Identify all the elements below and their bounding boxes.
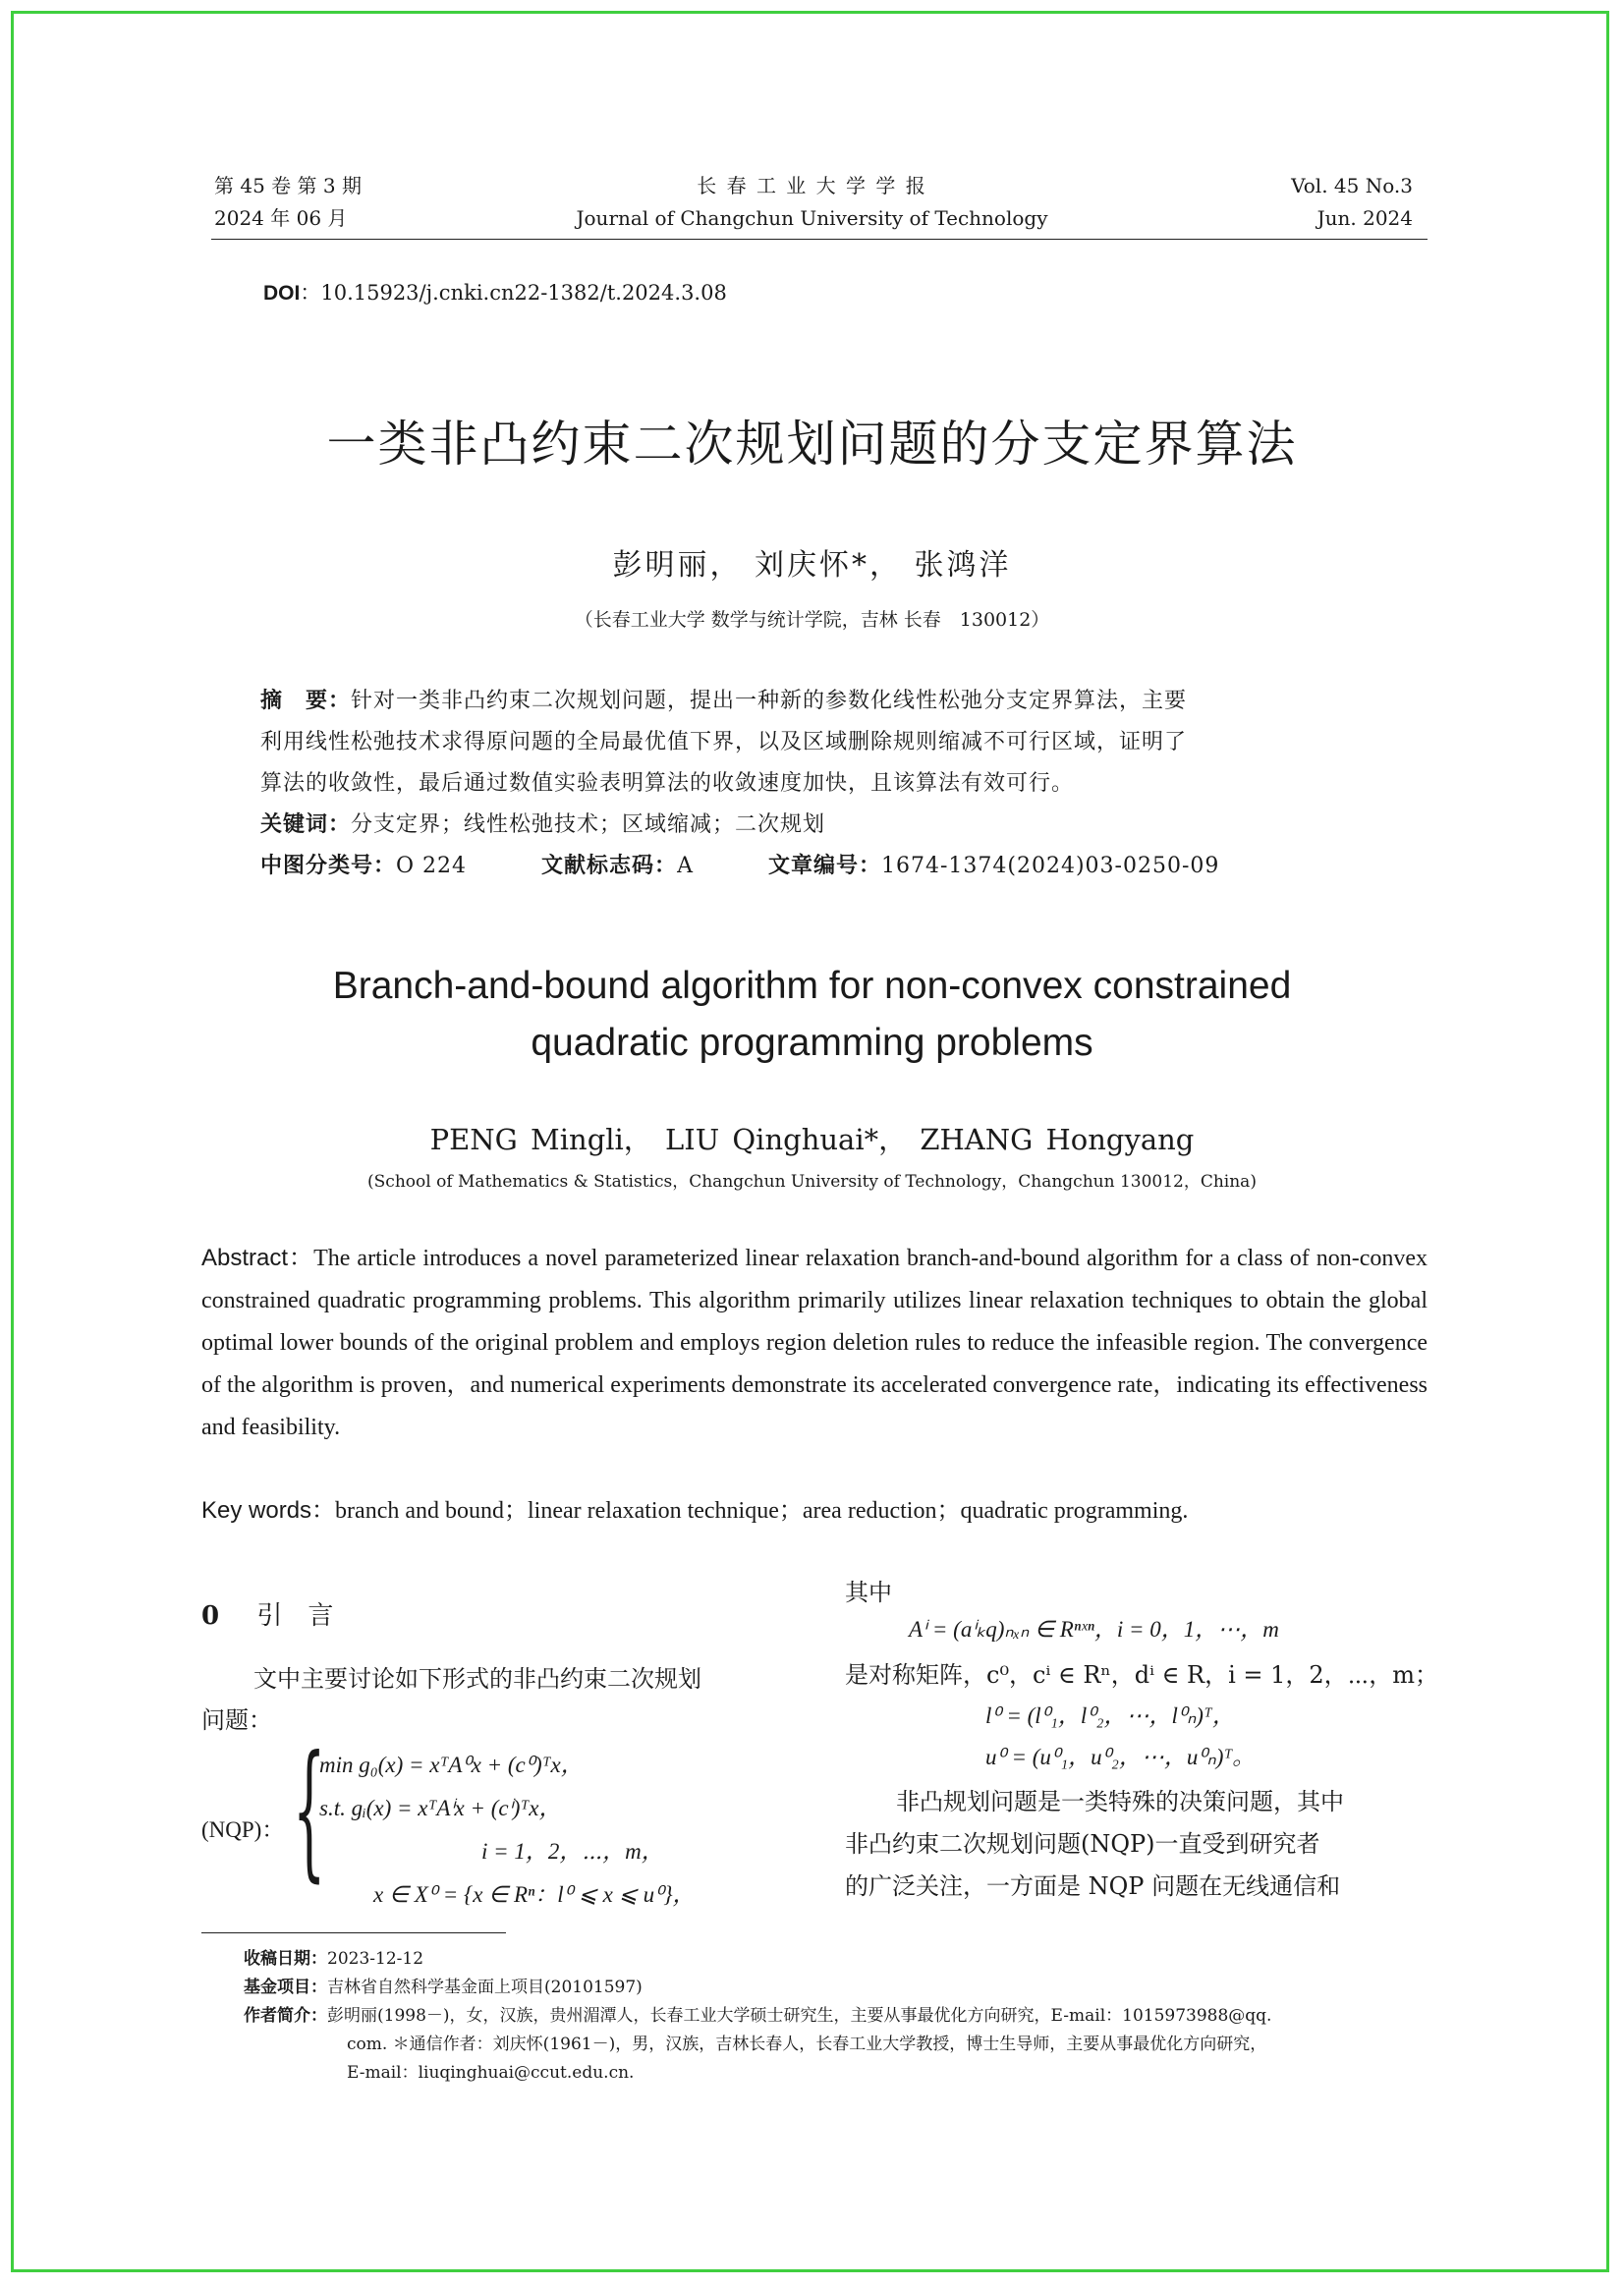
volume-en: Vol. 45 No.3 (1291, 174, 1413, 197)
qizhong: 其中 (845, 1579, 892, 1606)
doc-code: A (677, 854, 694, 878)
title-en-line1: Branch-and-bound algorithm for non-convex constrained (332, 965, 1292, 1007)
abstract-en-text: The article introduces a novel parameterized linear relaxation branch-and-bound algorithm for a class of non-convex constrained quadratic programming problems. This algorithm primarily utilizes linear relaxation techniques to obtain the global optimal lower bounds of the original problem and employs region deletion rules to reduce the infeasible region. The convergence of the algorithm is proven，and numerical experiments demonstrate its accelerated convergence rate，indicating its effectiveness and feasibility. (201, 1246, 1428, 1440)
title-en (0, 958, 1624, 1072)
received-label: 收稿日期： (244, 1949, 327, 1969)
affiliation-en: (School of Mathematics & Statistics，Changchun University of Technology，Changchun 130012，China) (367, 1172, 1257, 1192)
month-en: Jun. 2024 (1316, 206, 1413, 230)
title-cn: 一类非凸约束二次规划问题的分支定界算法 (326, 416, 1298, 473)
symmetric-line: 是对称矩阵，c⁰，cⁱ ∈ Rⁿ，dⁱ ∈ R，i = 1，2，⋯，m； (845, 1661, 1439, 1689)
abstract-cn (260, 681, 1371, 887)
doc-code-label: 文献标志码： (541, 854, 678, 878)
fund-label: 基金项目： (244, 1978, 327, 1997)
author-bio-line3: E-mail：liuqinghuai@ccut.edu.cn. (347, 2063, 635, 2083)
abstract-cn-line3: 算法的收敛性，最后通过数值实验表明算法的收敛速度加快，且该算法有效可行。 (260, 771, 1075, 796)
upper-bound-vector: u⁰ = (u⁰₁，u⁰₂，⋯，u⁰ₙ)ᵀ。 (985, 1745, 1256, 1769)
doi-value: ：10.15923/j.cnki.cn22-1382/t.2024.3.08 (300, 281, 727, 305)
footnotes (244, 1945, 1432, 2088)
keywords-en-label: Key words： (201, 1497, 336, 1524)
received-date: 2023-12-12 (327, 1949, 424, 1969)
intro-para-line1: 文中主要讨论如下形式的非凸约束二次规划 (253, 1665, 701, 1693)
authors-en: PENG Mingli， LIU Qinghuai*， ZHANG Hongyang (429, 1123, 1195, 1156)
abstract-cn-line2: 利用线性松弛技术求得原问题的全局最优值下界，以及区域删除规则缩减不可行区域，证明了 (260, 730, 1188, 754)
fund-text: 吉林省自然科学基金面上项目(20101597) (327, 1978, 643, 1997)
title-en-line2: quadratic programming problems (531, 1022, 1093, 1064)
right-para-line2: 非凸约束二次规划问题(NQP)一直受到研究者 (845, 1830, 1320, 1858)
doi-label: DOI (263, 282, 301, 305)
keywords-cn: 分支定界；线性松弛技术；区域缩减；二次规划 (351, 812, 826, 837)
nqp-label: (NQP)： (201, 1817, 285, 1842)
constraint-equation: s.t. gᵢ(x) = xᵀAⁱx + (cⁱ)ᵀx， (319, 1796, 562, 1820)
keywords-cn-label: 关键词： (260, 812, 352, 837)
journal-title-en: Journal of Changchun University of Technology (576, 206, 1048, 230)
article-number-label: 文章编号： (767, 854, 881, 878)
feasible-box: x ∈ X⁰ = {x ∈ Rⁿ：l⁰ ⩽ x ⩽ u⁰}， (373, 1882, 696, 1907)
section-number: 0 (201, 1601, 220, 1631)
author-bio-line1: 彭明丽(1998－)，女，汉族，贵州湄潭人，长春工业大学硕士研究生，主要从事最优化方向研究，E-mail：1015973988@qq. (327, 2006, 1272, 2026)
matrix-definition: Aⁱ = (aⁱₖq)ₙₓₙ ∈ Rⁿˣⁿ，i = 0，1，⋯，m (909, 1617, 1279, 1642)
authors-cn: 彭明丽， 刘庆怀*， 张鸿洋 (612, 548, 1012, 583)
abstract-cn-line1: 针对一类非凸约束二次规划问题，提出一种新的参数化线性松弛分支定界算法，主要 (351, 689, 1188, 713)
system-brace: { (293, 1725, 326, 1896)
keywords-en-line (201, 1489, 1428, 1533)
keywords-en: branch and bound；linear relaxation technique；area reduction；quadratic programming. (335, 1498, 1189, 1524)
abstract-en (201, 1237, 1428, 1449)
objective-equation: min g₀(x) = xᵀA⁰x + (c⁰)ᵀx， (319, 1753, 584, 1777)
author-bio-label: 作者简介： (244, 2006, 327, 2026)
abstract-en-label: Abstract： (201, 1245, 314, 1271)
journal-title-cn: 长 春 工 业 大 学 学 报 (697, 174, 927, 197)
affiliation-cn: （长春工业大学 数学与统计学院，吉林 长春 130012） (574, 609, 1050, 631)
right-para-line3: 的广泛关注，一方面是 NQP 问题在无线通信和 (845, 1872, 1341, 1900)
classification-line (260, 846, 1371, 887)
volume-issue: 第 45 卷 第 3 期 (214, 174, 362, 197)
author-bio-line2: com. ＊通信作者：刘庆怀(1961－)，男，汉族，吉林长春人，长春工业大学教授，博士生导师，主要从事最优化方向研究， (347, 2035, 1267, 2054)
lower-bound-vector: l⁰ = (l⁰₁，l⁰₂，⋯，l⁰ₙ)ᵀ， (985, 1703, 1235, 1728)
header-rule (211, 239, 1428, 240)
doi (263, 277, 727, 307)
index-range: i = 1，2，⋯，m， (481, 1839, 664, 1864)
abstract-cn-label: 摘 要： (260, 689, 352, 713)
section-title: 引 言 (256, 1601, 334, 1631)
footnote-rule (201, 1932, 506, 1933)
article-number: 1674-1374(2024)03-0250-09 (880, 854, 1220, 878)
publication-date: 2024 年 06 月 (214, 206, 348, 230)
section-heading (201, 1595, 333, 1632)
right-para-line1: 非凸规划问题是一类特殊的决策问题，其中 (896, 1788, 1344, 1815)
clc-code: O 224 (396, 854, 468, 878)
intro-para-line2: 问题： (201, 1706, 272, 1734)
clc-label: 中图分类号： (260, 854, 397, 878)
